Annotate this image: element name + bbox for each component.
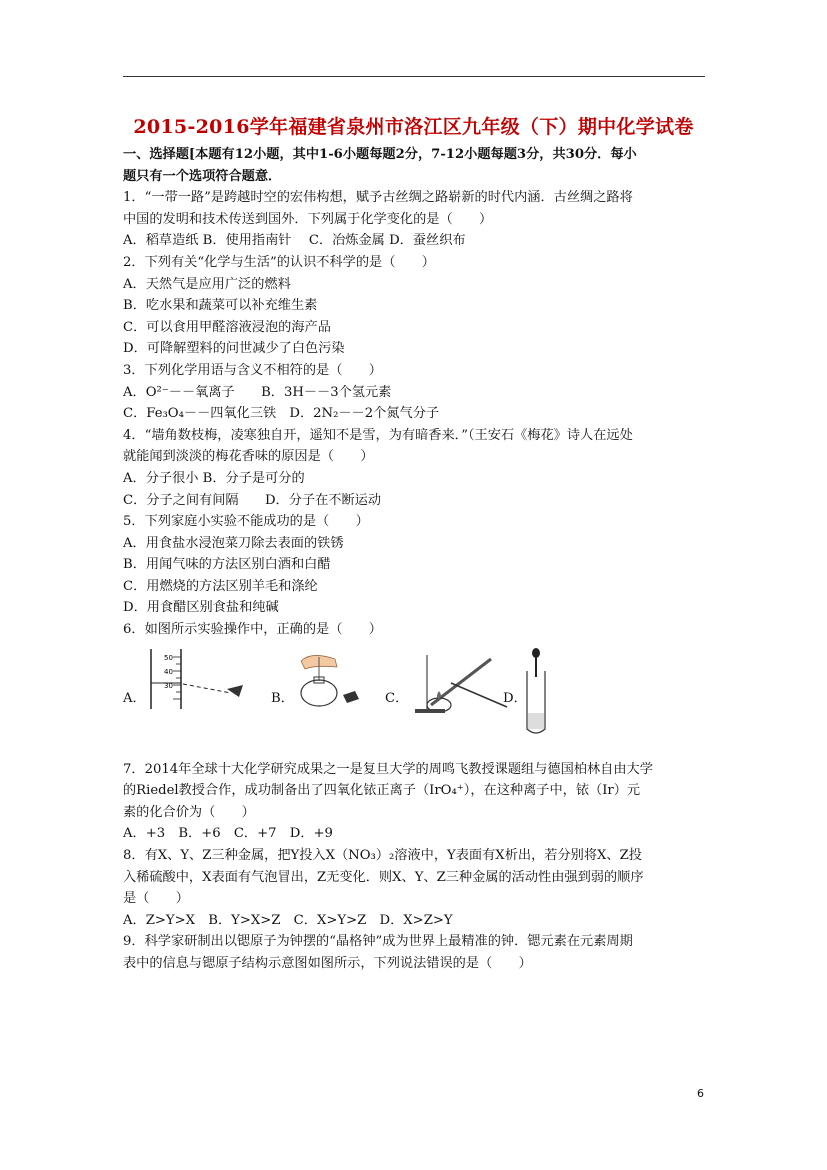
option-line: C．用燃烧的方法区别羊毛和涤纶	[123, 578, 318, 594]
option-line: D．用食醋区别食盐和纯碱	[123, 600, 279, 616]
section-heading-line: 一、选择题[本题有12小题，其中1-6小题每题2分，7-12小题每题3分，共30分．每小	[123, 147, 637, 162]
exam-body	[123, 144, 708, 975]
option-line: A．分子很小 B．分子是可分的	[123, 470, 305, 486]
scale-label: 50	[164, 653, 173, 662]
option-line: A．O²⁻－－氧离子 B．3H－－3个氢元素	[123, 384, 392, 400]
eye-icon	[227, 685, 243, 697]
question-line: 表中的信息与锶原子结构示意图如图所示，下列说法错误的是（ ）	[123, 956, 532, 971]
graduated-cylinder-reading-figure	[143, 647, 247, 711]
option-line: A．+3 B．+6 C．+7 D．+9	[123, 826, 333, 842]
section-heading-line: 题只有一个选项符合题意．	[123, 168, 282, 184]
question-line: 中国的发明和技术传送到国外．下列属于化学变化的是（ ）	[123, 211, 493, 227]
question-line: 素的化合价为（ ）	[123, 804, 255, 820]
option-line: A．稻草造纸 B．使用指南针 C．冶炼金属 D．蚕丝织布	[123, 233, 466, 249]
question-line: 8．有X、Y、Z三种金属，把Y投入X（NO₃）₂溶液中，Y表面有X析出，若分别将X、Z投	[123, 848, 642, 864]
question-line: 入稀硫酸中，X表面有气泡冒出，Z无变化．则X、Y、Z三种金属的活动性由强到弱的顺序	[123, 869, 644, 885]
question-line: 9．科学家研制出以锶原子为钟摆的“晶格钟”成为世界上最精准的钟．锶元素在元素周期	[123, 934, 633, 950]
spacer	[123, 737, 708, 759]
option-line: B．用闻气味的方法区别白酒和白醋	[123, 557, 331, 573]
lamp-cap-icon	[343, 691, 359, 703]
figure-label-b: B．	[271, 690, 294, 706]
question-line: 是（ ）	[123, 891, 189, 907]
question-line: 4．“墙角数枝梅，凌寒独自开，遥知不是雪，为有暗香来．”（王安石《梅花》诗人在远处	[123, 427, 633, 443]
question-line: 5．下列家庭小实验不能成功的是（ ）	[123, 514, 369, 530]
option-line: C．可以食用甲醛溶液浸泡的海产品	[123, 319, 331, 335]
question-line: 2．下列有关“化学与生活”的认识不科学的是（ ）	[123, 254, 435, 270]
header-rule	[123, 76, 705, 77]
option-line: A．Z>Y>X B．Y>X>Z C．X>Y>Z D．X>Z>Y	[123, 912, 453, 928]
question-line: 的Riedel教授合作，成功制备出了四氧化铱正离子（IrO₄⁺），在这种离子中，铱（Ir）元	[123, 783, 641, 799]
question-line: 7．2014年全球十大化学研究成果之一是复旦大学的周鸣飞教授课题组与德国柏林自由大学	[123, 761, 653, 777]
figure-label-a: A．	[123, 690, 146, 706]
heating-test-tube-figure	[409, 647, 509, 717]
scale-label: 40	[164, 667, 173, 676]
scale-label: 30	[164, 681, 173, 690]
option-line: C．Fe₃O₄－－四氧化三铁 D．2N₂－－2个氮气分子	[123, 406, 440, 422]
exam-title: 2015-2016学年福建省泉州市洛江区九年级（下）期中化学试卷	[133, 116, 694, 138]
page-number: 6	[697, 1087, 704, 1100]
question-line: 3．下列化学用语与含义不相符的是（ ）	[123, 362, 382, 378]
dropper-test-tube-figure	[521, 647, 551, 737]
figure-label-d: D．	[503, 690, 527, 706]
figure-label-c: C．	[385, 690, 409, 706]
question-6-figures	[123, 647, 708, 737]
option-line: B．吃水果和蔬菜可以补充维生素	[123, 298, 318, 314]
alcohol-lamp-figure	[291, 647, 363, 711]
question-line: 就能闻到淡淡的梅花香味的原因是（ ）	[123, 449, 374, 465]
question-line: 1．“一带一路”是跨越时空的宏伟构想，赋予古丝绸之路崭新的时代内涵．古丝绸之路将	[123, 190, 633, 206]
option-line: D．可降解塑料的问世减少了白色污染	[123, 341, 345, 357]
option-line: A．用食盐水浸泡菜刀除去表面的铁锈	[123, 535, 344, 551]
question-line: 6．如图所示实验操作中，正确的是（ ）	[123, 622, 382, 638]
option-line: A．天然气是应用广泛的燃料	[123, 276, 291, 292]
option-line: C．分子之间有间隔 D．分子在不断运动	[123, 492, 382, 508]
